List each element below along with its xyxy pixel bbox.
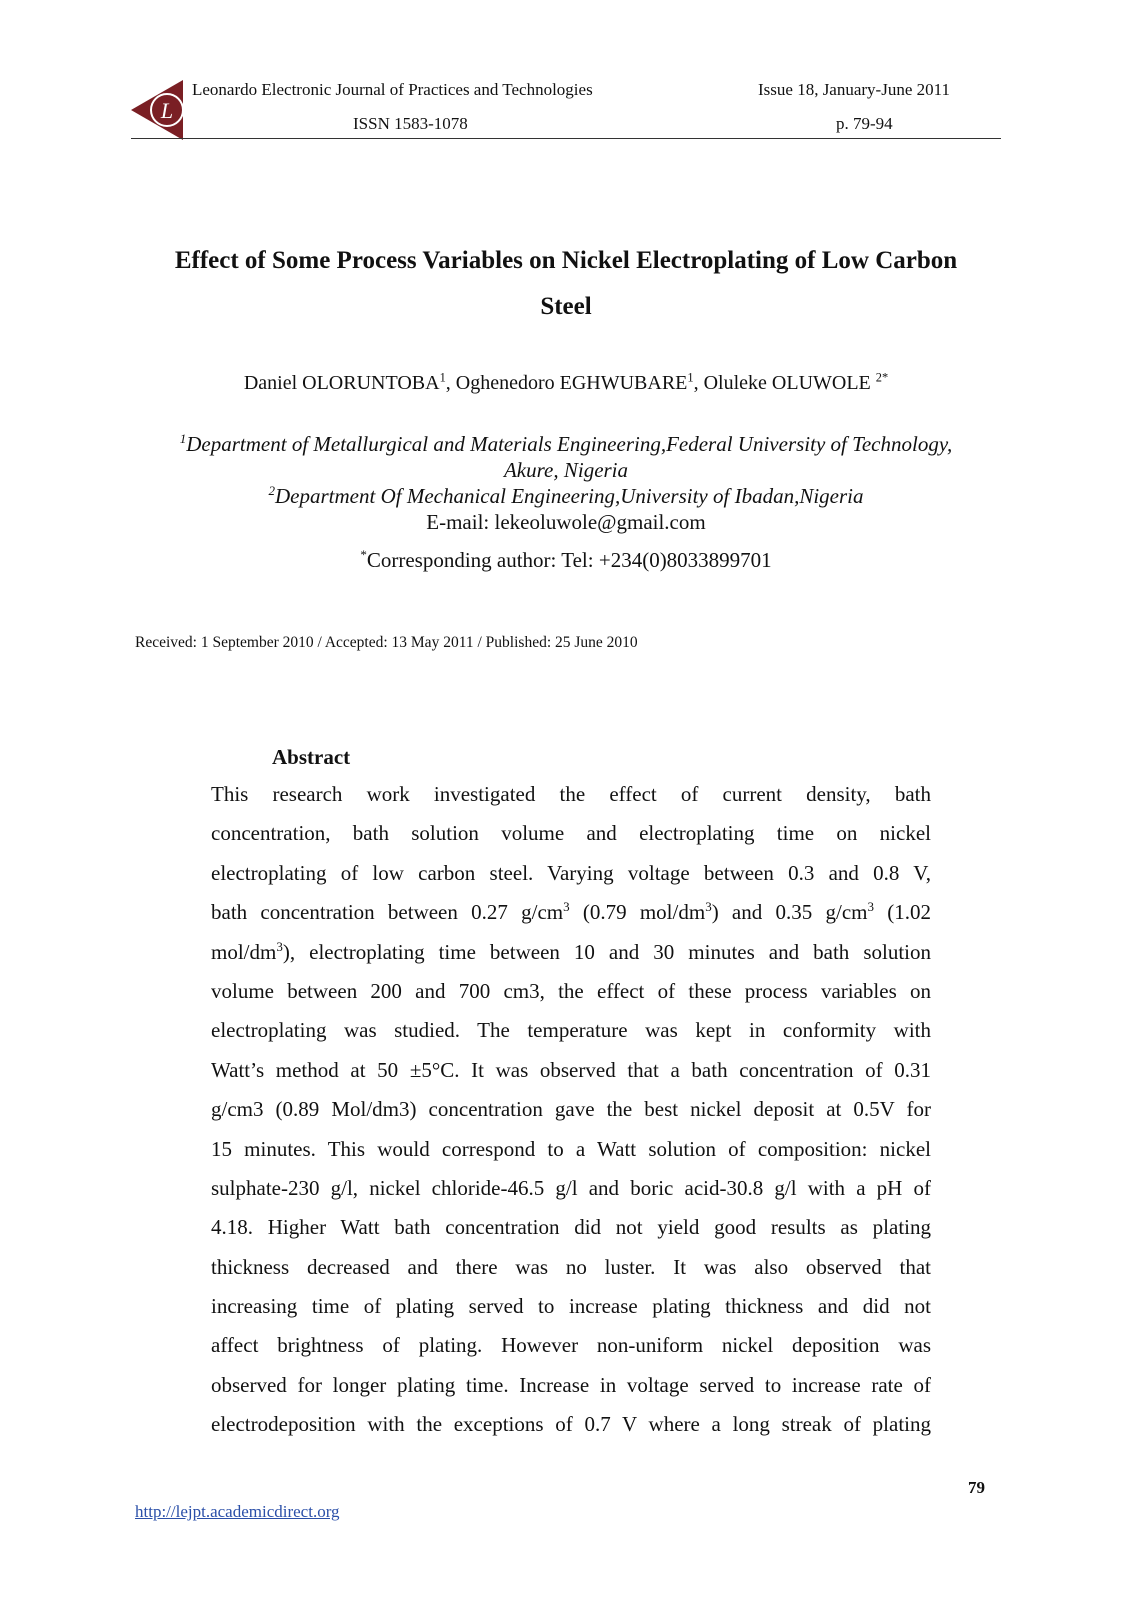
logo-letter: L [160,98,174,123]
author-list [140,372,992,395]
corresponding-sup: * [360,547,367,562]
affiliation-2 [140,484,992,509]
corresponding-text: Corresponding author: Tel: +234(0)8033899701 [366,548,772,572]
abstract-heading: Abstract [272,745,351,769]
abstract-segment: bath concentration between 0.27 g/cm [211,900,564,925]
abstract-line: electrodeposition with the exceptions of 0.7 V where a long streak of plating [211,1412,931,1437]
affiliation-2-text: Department Of Mechanical Engineering,University of Ibadan,Nigeria [275,484,864,508]
author-1-sup: 1 [439,370,446,385]
author-2-sup: 1 [687,370,694,385]
affiliation-1-text: Department of Metallurgical and Materials Engineering,Federal University of Technology, [186,432,953,456]
abstract-line: g/cm3 (0.89 Mol/dm3) concentration gave the best nickel deposit at 0.5V for [211,1097,931,1122]
email: E-mail: lekeoluwole@gmail.com [426,510,706,534]
abstract-line [211,893,931,932]
abstract-segment: (1.02 [874,900,931,925]
issue-info: Issue 18, January-June 2011 [758,80,950,99]
issn: ISSN 1583-1078 [353,114,468,133]
abstract-line: affect brightness of plating. However non-uniform nickel deposition was [211,1333,931,1358]
journal-url-link[interactable]: http://lejpt.academicdirect.org [135,1502,340,1521]
abstract-segment: mol/dm [211,939,277,964]
publication-dates: Received: 1 September 2010 / Accepted: 13 May 2011 / Published: 25 June 2010 [135,634,638,651]
author-3-sup: 2* [875,370,889,385]
abstract-line: 15 minutes. This would correspond to a Watt solution of composition: nickel [211,1136,931,1161]
superscript-3: 3 [867,899,874,915]
page-number: 79 [968,1478,985,1497]
abstract-line [211,933,931,972]
abstract-segment: ) and 0.35 g/cm [711,900,868,925]
abstract-line: Watt’s method at 50 ±5°C. It was observed that a bath concentration of 0.31 [211,1057,931,1082]
abstract-line: This research work investigated the effect of current density, bath [211,782,931,806]
superscript-3: 3 [705,899,712,915]
author-2: , Oghenedoro EGHWUBARE [445,372,688,394]
corresponding-author [140,548,992,573]
superscript-3: 3 [563,899,570,915]
abstract-line: increasing time of plating served to increase plating thickness and did not [211,1294,931,1319]
paper-title [140,238,992,330]
abstract-segment: (0.79 mol/dm [569,900,706,925]
title-line-2: Steel [540,293,592,320]
abstract-line: concentration, bath solution volume and electroplating time on nickel [211,821,931,846]
journal-name: Leonardo Electronic Journal of Practices and Technologies [192,80,593,99]
abstract-line: electroplating of low carbon steel. Varying voltage between 0.3 and 0.8 V, [211,860,931,885]
abstract-line: 4.18. Higher Watt bath concentration did not yield good results as plating [211,1215,931,1240]
affiliation-2-sup: 2 [268,483,276,498]
header-rule [131,138,1001,139]
title-line-1: Effect of Some Process Variables on Nickel Electroplating of Low Carbon [174,247,958,274]
affiliation-1-line-2: Akure, Nigeria [503,458,629,482]
affiliation-1-sup: 1 [179,431,187,446]
abstract-body [211,775,931,1445]
page-range: p. 79-94 [836,114,893,133]
author-3: , Oluleke OLUWOLE [693,372,876,394]
superscript-3: 3 [276,938,283,954]
abstract-segment: ), electroplating time between 10 and 30 minutes and bath solution [282,939,931,964]
author-1: Daniel OLORUNTOBA [243,372,440,394]
abstract-line: thickness decreased and there was no luster. It was also observed that [211,1254,931,1279]
abstract-line: sulphate-230 g/l, nickel chloride-46.5 g/l and boric acid-30.8 g/l with a pH of [211,1175,931,1200]
abstract-line: electroplating was studied. The temperature was kept in conformity with [211,1018,931,1043]
abstract-line: observed for longer plating time. Increase in voltage served to increase rate of [211,1372,931,1397]
affiliation-1-line-1 [140,432,992,457]
abstract-line: volume between 200 and 700 cm3, the effect of these process variables on [211,978,931,1003]
journal-logo [131,80,189,140]
